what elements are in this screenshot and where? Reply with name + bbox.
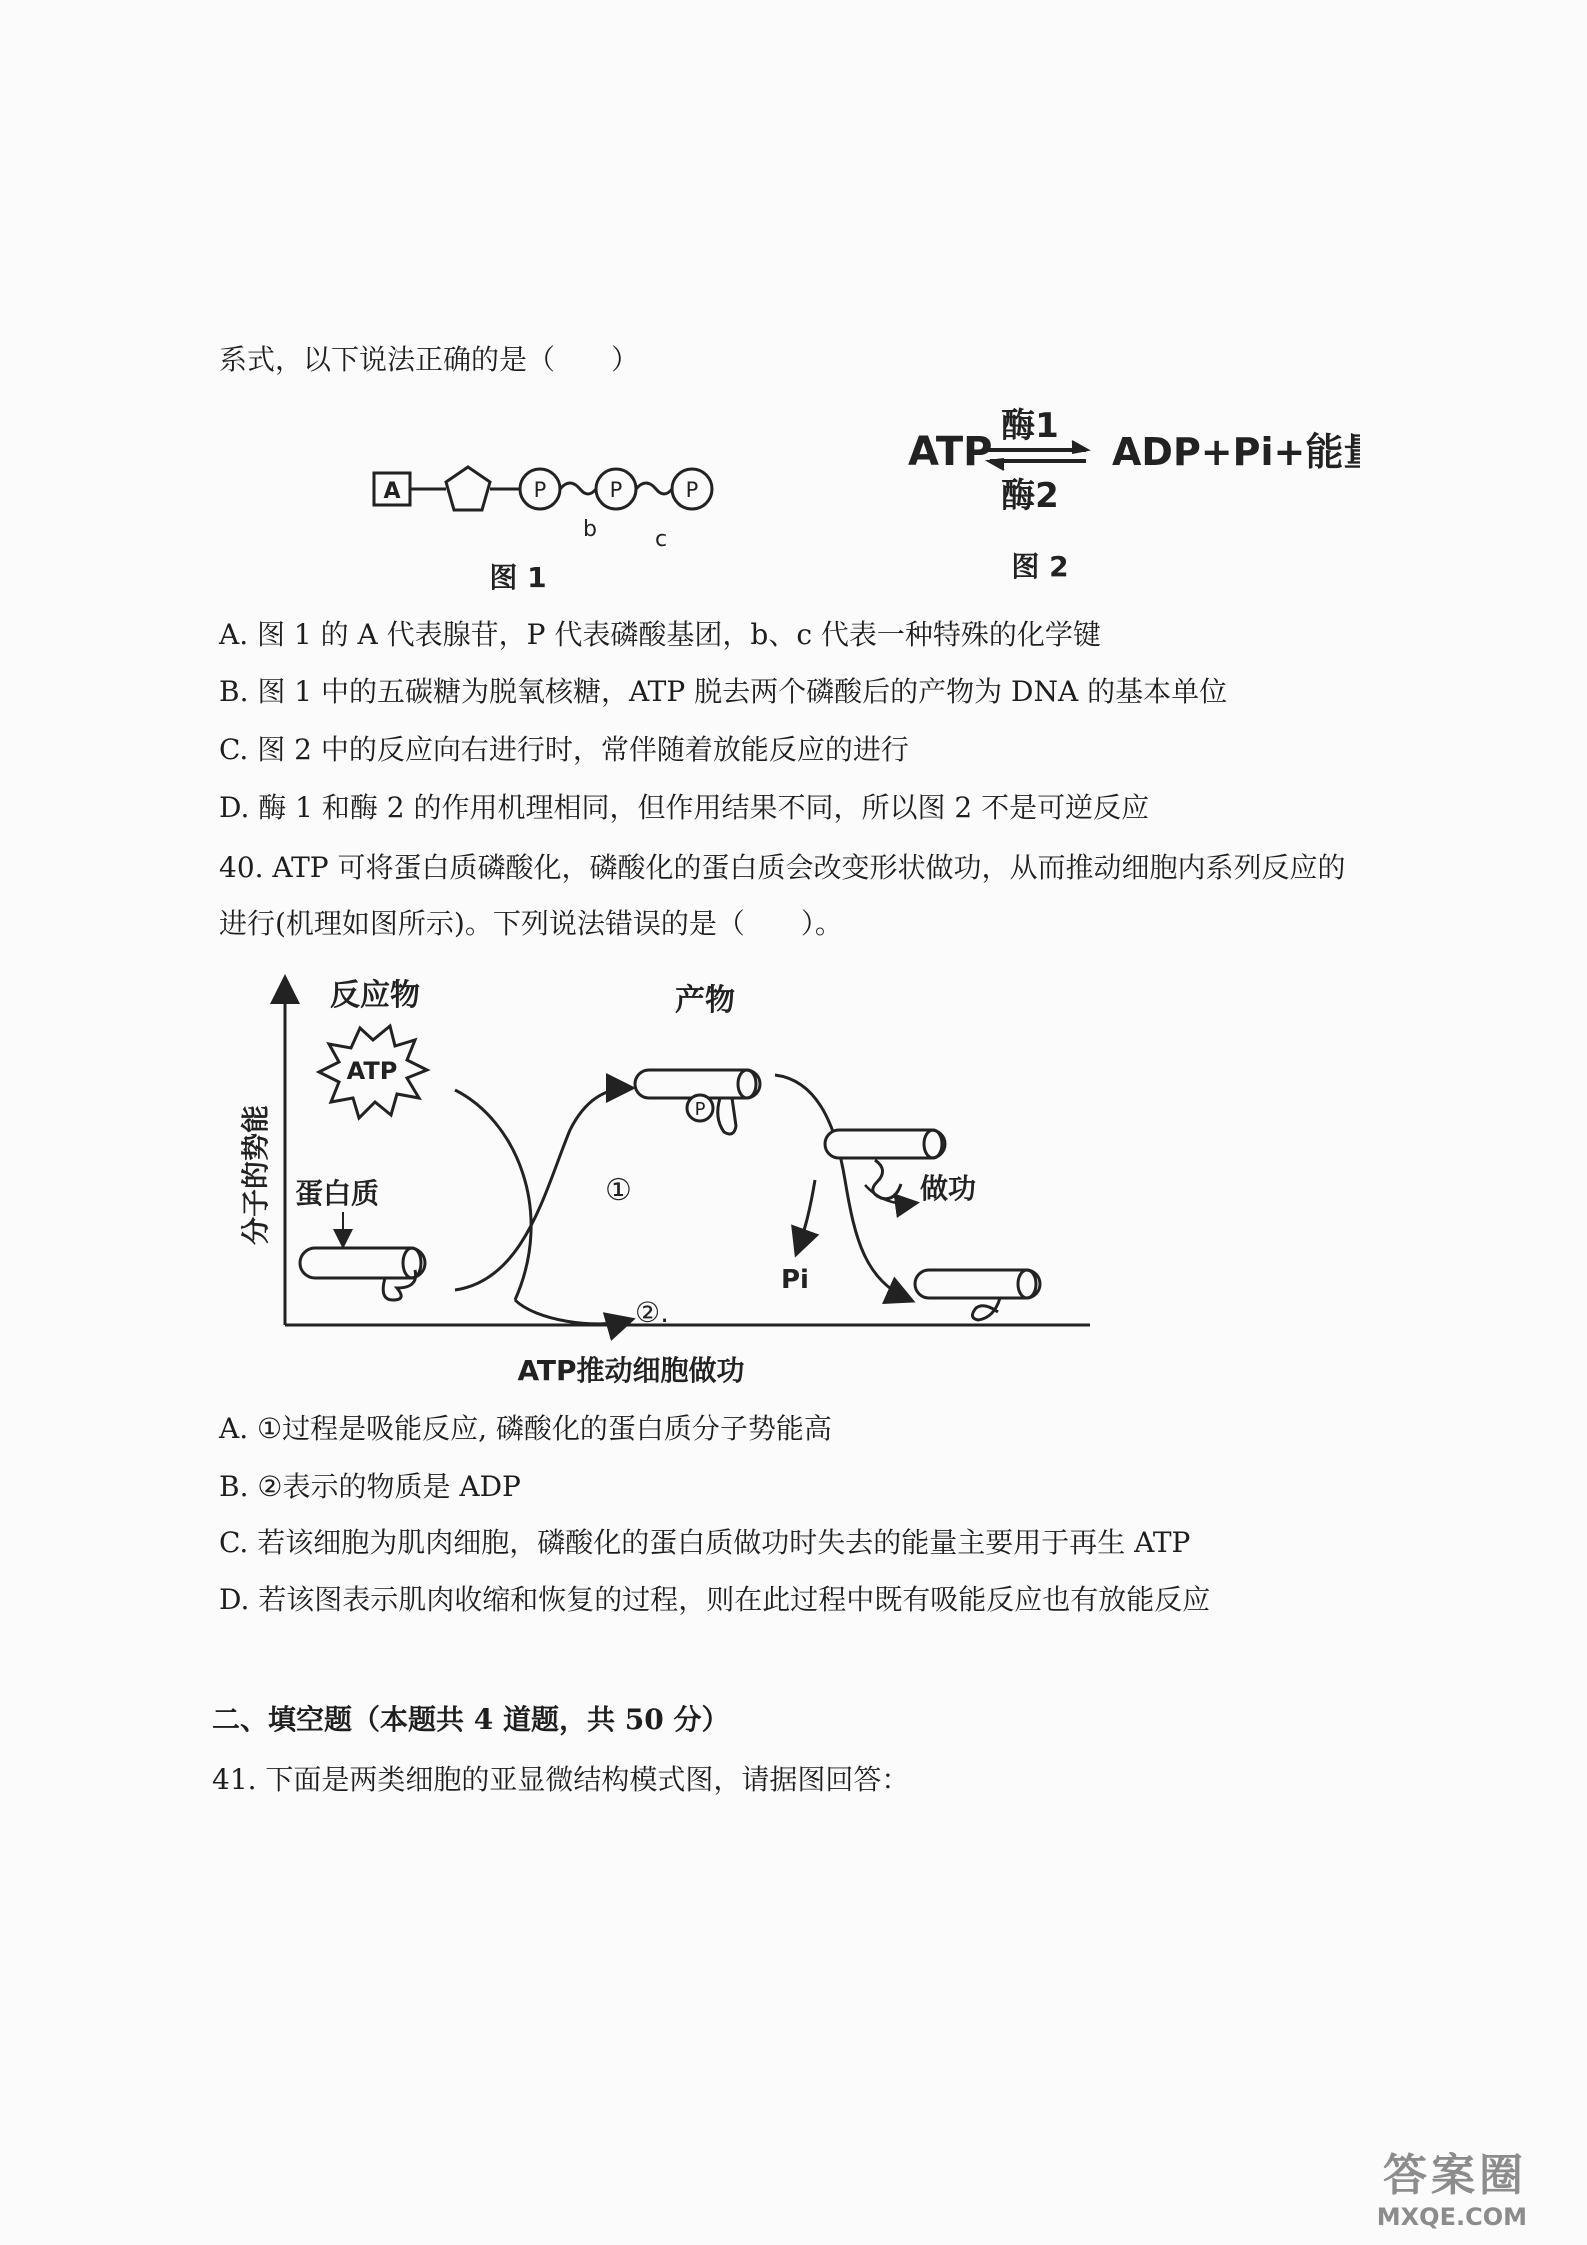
adenine-label: A [383,479,401,504]
y-axis-label: 分子的势能 [239,1104,272,1245]
arrow-atp-to-product [455,1090,531,1300]
watermark-logo [1377,2139,1527,2231]
q40-option-d: D. 若该图表示肌肉收缩和恢复的过程，则在此过程中既有吸能反应也有放能反应 [219,1583,1211,1616]
step-1-label: ① [605,1173,632,1208]
enzyme-1-label: 酶1 [1001,406,1059,446]
svg-text:P: P [533,478,547,502]
watermark-site: MXQE.COM [1376,2203,1527,2231]
ribose-pentagon [446,467,490,510]
arrow-pi-release [797,1180,815,1252]
bond-b [560,483,596,494]
figure-2 [900,395,1360,600]
q40-option-a: A. ①过程是吸能反应, 磷酸化的蛋白质分子势能高 [219,1412,832,1445]
section-2-heading: 二、填空题（本题共 4 道题，共 50 分） [212,1703,730,1736]
protein-cylinder-1 [300,1248,425,1300]
q40-stem-line-1: 40. ATP 可将蛋白质磷酸化，磷酸化的蛋白质会改变形状做功，从而推动细胞内系列反应的 [219,851,1346,884]
watermark-main: 答案圈 [1383,2150,1527,2201]
q41-stem: 41. 下面是两类细胞的亚显微结构模式图，请据图回答： [212,1763,910,1796]
work-label: 做功 [920,1172,977,1205]
protein-cylinder-restored [915,1270,1040,1320]
q39-option-a: A. 图 1 的 A 代表腺苷，P 代表磷酸基团，b、c 代表一种特殊的化学键 [219,618,1101,651]
q40-stem-line-2: 进行(机理如图所示)。下列说法错误的是（ ）。 [219,907,843,940]
step-2-label: ②. [635,1296,670,1329]
q39-option-d: D. 酶 1 和酶 2 的作用机理相同，但作用结果不同，所以图 2 不是可逆反应 [219,791,1150,824]
reactant-label: 反应物 [330,978,420,1013]
bond-c [636,483,672,494]
q40-option-c: C. 若该细胞为肌肉细胞，磷酸化的蛋白质做功时失去的能量主要用于再生 ATP [219,1526,1191,1559]
figure-1-caption: 图 1 [489,561,547,594]
q39-option-b: B. 图 1 中的五碳糖为脱氧核糖，ATP 脱去两个磷酸后的产物为 DNA 的基本单位 [219,675,1228,708]
figure-1 [360,440,740,600]
pi-label: Pi [781,1265,809,1295]
q39-option-c: C. 图 2 中的反应向右进行时，常伴随着放能反应的进行 [219,733,909,766]
figure-caption: ATP推动细胞做功 [517,1354,745,1387]
figure-2-caption: 图 2 [1011,550,1069,583]
atp-text: ATP [346,1057,398,1085]
label-c: c [654,527,668,552]
enzyme-2-label: 酶2 [1001,476,1059,516]
q40-option-b: B. ②表示的物质是 ADP [219,1470,521,1503]
svg-text:P: P [694,1099,706,1120]
protein-label: 蛋白质 [295,1177,380,1210]
figure-atp-work [215,960,1115,1400]
svg-text:P: P [609,478,623,502]
product-label: 产物 [675,983,735,1018]
protein-cylinder-phosphorylated [635,1070,760,1134]
q39-intro: 系式，以下说法正确的是（ ） [219,343,640,376]
atp-label: ATP [908,429,993,475]
arrow-protein-to-adp [455,1088,630,1290]
svg-text:P: P [685,478,699,502]
adp-pi-energy-label: ADP+Pi+能量 [1112,430,1360,474]
label-b: b [583,517,597,542]
